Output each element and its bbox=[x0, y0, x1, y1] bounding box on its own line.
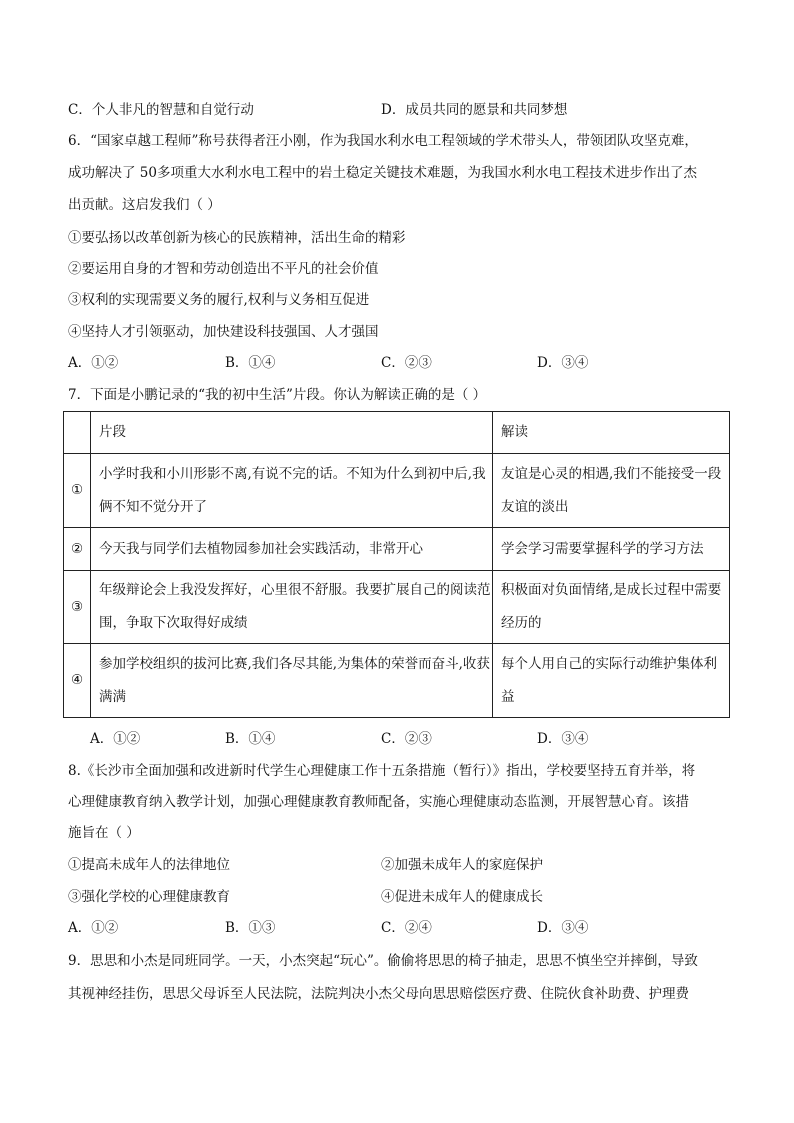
q8-option-a: A．①② bbox=[68, 920, 119, 936]
q7-stem: 7．下面是小鹏记录的“我的初中生活”片段。你认为解读正确的是（ ） bbox=[68, 387, 487, 403]
table-header-row bbox=[64, 412, 730, 454]
q9-stem-line2: 其视神经挂伤，思思父母诉至人民法院，法院判决小杰父母向思思赔偿医疗费、住院伙食补助费、护理费 bbox=[68, 986, 689, 1002]
q6-stem-line2: 成功解决了 50多项重大水利水电工程中的岩土稳定关键技术难题，为我国水利水电工程技术进步作出了杰 bbox=[68, 165, 697, 181]
q8-item-2: ②加强未成年人的家庭保护 bbox=[381, 857, 543, 873]
table-row bbox=[64, 644, 730, 718]
q6-item-3: ③权利的实现需要义务的履行,权利与义务相互促进 bbox=[68, 292, 370, 308]
q6-option-b: B．①④ bbox=[225, 355, 276, 371]
row-reading: 友谊是心灵的相遇,我们不能接受一段友谊的淡出 bbox=[501, 465, 722, 515]
table-row bbox=[64, 571, 730, 644]
q5-option-d: D．成员共同的愿景和共同梦想 bbox=[381, 102, 568, 118]
q8-option-c: C．②④ bbox=[381, 920, 432, 936]
q8-stem-line1: 8.《长沙市全面加强和改进新时代学生心理健康工作十五条措施（暂行）》指出，学校要坚持五育并举，将 bbox=[68, 763, 696, 779]
q6-option-d: D．③④ bbox=[537, 355, 589, 371]
row-reading: 积极面对负面情绪,是成长过程中需要经历的 bbox=[501, 582, 722, 631]
row-reading: 每个人用自己的实际行动维护集体利益 bbox=[501, 655, 717, 705]
q6-item-2: ②要运用自身的才智和劳动创造出不平凡的社会价值 bbox=[68, 261, 379, 277]
q7-option-b: B．①④ bbox=[225, 731, 276, 747]
q6-option-a: A．①② bbox=[68, 355, 119, 371]
row-reading: 学会学习需要掌握科学的学习方法 bbox=[501, 540, 704, 557]
table-header-num bbox=[64, 412, 91, 454]
table-row bbox=[64, 454, 730, 528]
row-num: ① bbox=[64, 454, 91, 528]
q9-stem-line1: 9．思思和小杰是同班同学。一天，小杰突起“玩心”。偷偷将思思的椅子抽走，思思不慎坐空并摔倒，导致 bbox=[68, 953, 698, 969]
row-num: ④ bbox=[64, 644, 91, 718]
q7-table bbox=[63, 411, 730, 718]
q8-item-3: ③强化学校的心理健康教育 bbox=[68, 889, 230, 905]
q8-option-b: B．①③ bbox=[225, 920, 276, 936]
q8-stem-line2: 心理健康教育纳入教学计划，加强心理健康教育教师配备，实施心理健康动态监测，开展智慧心育。该措 bbox=[68, 794, 689, 810]
q6-option-c: C．②③ bbox=[381, 355, 432, 371]
row-fragment: 小学时我和小川形影不离,有说不完的话。不知为什么到初中后,我俩不知不觉分开了 bbox=[99, 465, 486, 515]
table-header-reading: 解读 bbox=[493, 412, 730, 454]
table-row bbox=[64, 528, 730, 571]
row-num: ② bbox=[64, 528, 91, 571]
q6-item-4: ④坚持人才引领驱动，加快建设科技强国、人才强国 bbox=[68, 324, 379, 340]
q8-option-d: D．③④ bbox=[537, 920, 589, 936]
q8-item-1: ①提高未成年人的法律地位 bbox=[68, 857, 230, 873]
row-fragment: 参加学校组织的拔河比赛,我们各尽其能,为集体的荣誉而奋斗,收获满满 bbox=[99, 655, 490, 705]
q7-option-a: A．①② bbox=[90, 731, 141, 747]
q6-stem-line1: 6．“国家卓越工程师”称号获得者汪小刚，作为我国水利水电工程领域的学术带头人，带领团队攻坚克难， bbox=[68, 133, 698, 149]
q7-option-d: D．③④ bbox=[537, 731, 589, 747]
row-fragment: 年级辩论会上我没发挥好，心里很不舒服。我要扩展自己的阅读范围，争取下次取得好成绩 bbox=[99, 582, 491, 631]
q5-option-c: C．个人非凡的智慧和自觉行动 bbox=[68, 102, 254, 118]
q6-item-1: ①要弘扬以改革创新为核心的民族精神，活出生命的精彩 bbox=[68, 230, 406, 246]
row-fragment: 今天我与同学们去植物园参加社会实践活动，非常开心 bbox=[99, 540, 423, 557]
q7-option-c: C．②③ bbox=[381, 731, 432, 747]
table-header-fragment: 片段 bbox=[91, 412, 493, 454]
q6-stem-line3: 出贡献。这启发我们（ ） bbox=[68, 197, 221, 213]
q8-stem-line3: 施旨在（ ） bbox=[68, 825, 140, 841]
q8-item-4: ④促进未成年人的健康成长 bbox=[381, 889, 543, 905]
row-num: ③ bbox=[64, 571, 91, 644]
